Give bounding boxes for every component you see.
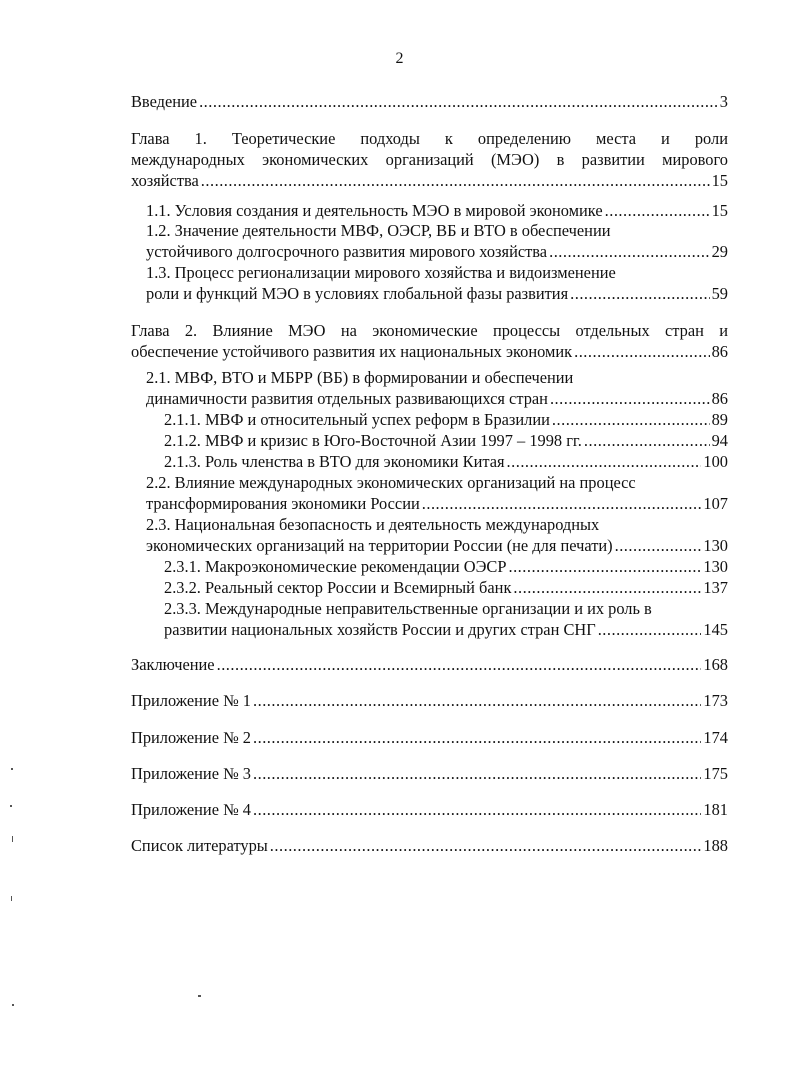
toc-entry-conclusion bbox=[131, 654, 728, 675]
toc-entry-appendix-1 bbox=[131, 690, 728, 711]
toc-page-number: 137 bbox=[703, 578, 728, 597]
toc-section-2-3-line1: 2.3. Национальная безопасность и деятельность международных bbox=[146, 515, 600, 534]
toc-page-number: 174 bbox=[703, 728, 728, 747]
toc-entry-appendix-2 bbox=[131, 727, 728, 748]
toc-leader-dots bbox=[549, 241, 710, 262]
toc-entry-chapter1 bbox=[131, 170, 728, 191]
toc-entry-title: 2.3.1. Макроэкономические рекомендации ОЭСР bbox=[164, 557, 507, 576]
toc-entry-title: Список литературы bbox=[131, 836, 268, 855]
toc-entry-section-2-3-3 bbox=[164, 619, 728, 640]
scan-artifact bbox=[11, 896, 12, 901]
toc-entry-references bbox=[131, 835, 728, 856]
toc-entry-title: трансформирования экономики России bbox=[146, 494, 420, 513]
toc-entry-title: Приложение № 2 bbox=[131, 728, 252, 747]
toc-page-number: 29 bbox=[711, 242, 728, 261]
toc-page-number: 145 bbox=[703, 620, 728, 639]
toc-entry-section-2-3-2 bbox=[164, 577, 728, 598]
scan-artifact bbox=[198, 995, 201, 997]
toc-entry-section-2-1-1 bbox=[164, 409, 728, 430]
toc-entry-section-2-1-3 bbox=[164, 451, 728, 472]
toc-page-number: 181 bbox=[703, 800, 728, 819]
toc-entry-intro bbox=[131, 91, 728, 112]
toc-entry-title: развитии национальных хозяйств России и других стран СНГ bbox=[164, 620, 596, 639]
toc-leader-dots bbox=[507, 451, 702, 472]
toc-chapter2-line1: Глава 2. Влияние МЭО на экономические процессы отдельных стран и bbox=[131, 321, 728, 340]
toc-leader-dots bbox=[199, 91, 718, 112]
toc-entry-section-2-2 bbox=[146, 493, 728, 514]
page-number: 2 bbox=[395, 50, 404, 67]
toc-page-number: 173 bbox=[703, 691, 728, 710]
toc-entry-title: роли и функций МЭО в условиях глобальной фазы развития bbox=[146, 284, 569, 303]
toc-entry-appendix-4 bbox=[131, 799, 728, 820]
scan-artifact bbox=[12, 1004, 14, 1006]
toc-entry-title: Заключение bbox=[131, 655, 215, 674]
toc-section-2-2-line1: 2.2. Влияние международных экономических организаций на процесс bbox=[146, 473, 636, 492]
toc-entry-title: 2.1.3. Роль членства в ВТО для экономики Китая bbox=[164, 452, 505, 471]
toc-leader-dots bbox=[422, 493, 702, 514]
toc-page-number: 15 bbox=[711, 201, 728, 220]
toc-leader-dots bbox=[508, 556, 701, 577]
toc-entry-appendix-3 bbox=[131, 763, 728, 784]
toc-entry-title: хозяйства bbox=[131, 171, 199, 190]
toc-leader-dots bbox=[574, 341, 710, 362]
toc-page-number: 86 bbox=[711, 389, 728, 408]
toc-section-2-1-line1: 2.1. МВФ, ВТО и МБРР (ВБ) в формировании и обеспечении bbox=[146, 368, 574, 387]
toc-section-1-3-line1: 1.3. Процесс регионализации мирового хозяйства и видоизменение bbox=[146, 263, 616, 282]
toc-entry-title: Приложение № 1 bbox=[131, 691, 252, 710]
toc-page-number: 15 bbox=[711, 171, 728, 190]
toc-page-number: 86 bbox=[711, 342, 728, 361]
scan-artifact bbox=[10, 805, 12, 807]
toc-page-number: 175 bbox=[703, 764, 728, 783]
toc-page-number: 168 bbox=[703, 655, 728, 674]
toc-entry-section-2-3-1 bbox=[164, 556, 728, 577]
toc-entry-title: 1.1. Условия создания и деятельность МЭО в мировой экономике bbox=[146, 201, 603, 220]
toc-entry-title: Приложение № 4 bbox=[131, 800, 252, 819]
toc-page-number: 100 bbox=[703, 452, 728, 471]
toc-entry-section-2-3 bbox=[146, 535, 728, 556]
toc-page-number: 188 bbox=[703, 836, 728, 855]
toc-page-number: 94 bbox=[711, 431, 728, 450]
toc-chapter1-line2: международных экономических организаций (МЭО) в развитии мирового bbox=[131, 150, 728, 169]
toc-entry-title: динамичности развития отдельных развивающихся стран bbox=[146, 389, 548, 408]
toc-entry-title: 2.1.1. МВФ и относительный успех реформ в Бразилии bbox=[164, 410, 550, 429]
toc-entry-title: Приложение № 3 bbox=[131, 764, 252, 783]
toc-page-number: 59 bbox=[711, 284, 728, 303]
toc-page-number: 130 bbox=[703, 557, 728, 576]
toc-entry-section-1-1 bbox=[146, 200, 728, 221]
toc-section-2-3-3-line1: 2.3.3. Международные неправительственные организации и их роль в bbox=[164, 599, 652, 618]
toc-entry-title: экономических организаций на территории России (не для печати) bbox=[146, 536, 613, 555]
toc-leader-dots bbox=[598, 619, 702, 640]
toc-leader-dots bbox=[615, 535, 702, 556]
scan-artifact bbox=[11, 768, 13, 770]
toc-leader-dots bbox=[605, 200, 710, 221]
toc-entry-section-1-2 bbox=[146, 241, 728, 262]
toc-entry-title: устойчивого долгосрочного развития мирового хозяйства bbox=[146, 242, 548, 261]
toc-leader-dots bbox=[270, 835, 702, 856]
toc-leader-dots bbox=[513, 577, 701, 598]
toc-chapter1-line1: Глава 1. Теоретические подходы к определению места и роли bbox=[131, 129, 728, 148]
toc-leader-dots bbox=[552, 409, 710, 430]
toc-leader-dots bbox=[550, 388, 710, 409]
toc-page-number: 107 bbox=[703, 494, 728, 513]
toc-entry-chapter2 bbox=[131, 341, 728, 362]
toc-entry-title: 2.1.2. МВФ и кризис в Юго-Восточной Азии 1997 – 1998 гг. bbox=[164, 431, 582, 450]
toc-entry-title: обеспечение устойчивого развития их национальных экономик bbox=[131, 342, 573, 361]
toc-page-number: 89 bbox=[711, 410, 728, 429]
toc-entry-title: Введение bbox=[131, 92, 198, 111]
toc-leader-dots bbox=[584, 430, 710, 451]
toc-leader-dots bbox=[253, 690, 701, 711]
toc-section-1-2-line1: 1.2. Значение деятельности МВФ, ОЭСР, ВБ и ВТО в обеспечении bbox=[146, 221, 611, 240]
toc-leader-dots bbox=[253, 799, 701, 820]
toc-entry-section-2-1-2 bbox=[164, 430, 728, 451]
toc-leader-dots bbox=[570, 283, 709, 304]
toc-leader-dots bbox=[201, 170, 710, 191]
toc-leader-dots bbox=[217, 654, 702, 675]
toc-entry-section-2-1 bbox=[146, 388, 728, 409]
toc-page-number: 3 bbox=[719, 92, 728, 111]
toc-page-number: 130 bbox=[703, 536, 728, 555]
toc-entry-section-1-3 bbox=[146, 283, 728, 304]
toc-leader-dots bbox=[253, 763, 701, 784]
toc-leader-dots bbox=[253, 727, 701, 748]
toc-entry-title: 2.3.2. Реальный сектор России и Всемирный банк bbox=[164, 578, 512, 597]
scan-artifact bbox=[12, 836, 13, 842]
